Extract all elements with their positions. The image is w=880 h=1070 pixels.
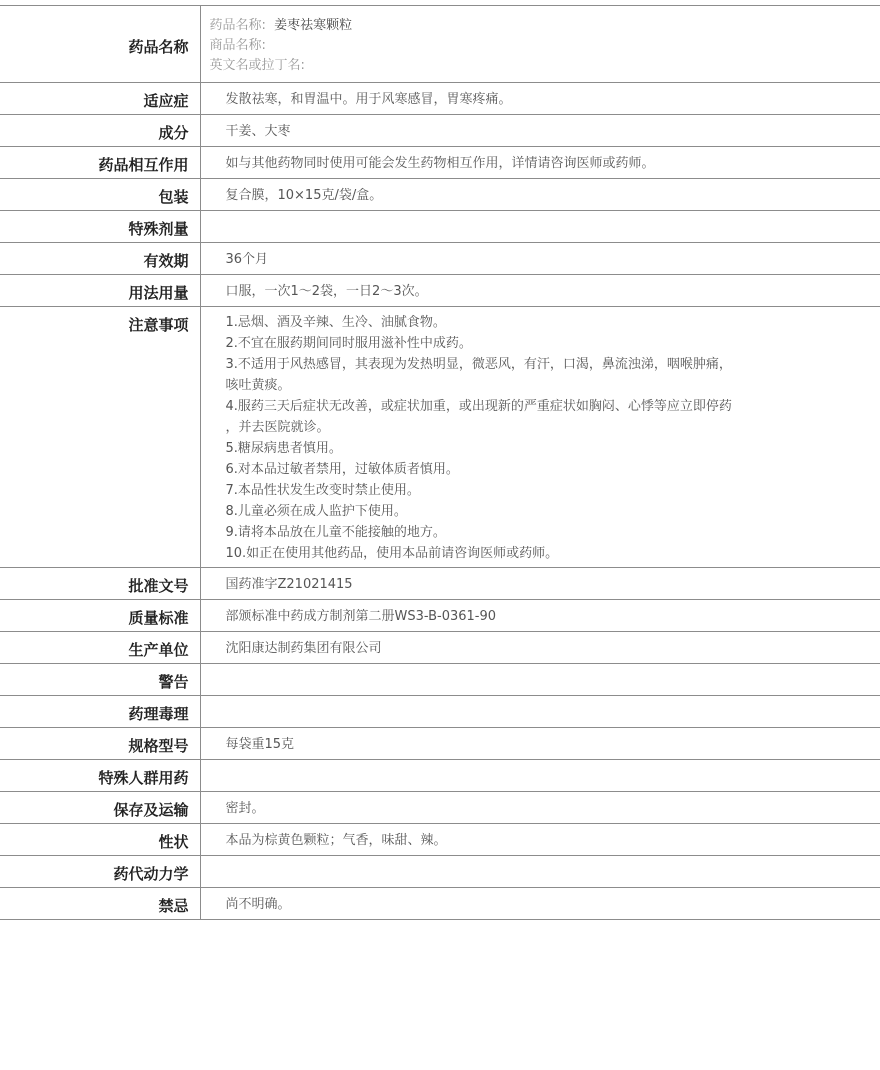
row-manufacturer <box>0 632 880 664</box>
row-storage <box>0 792 880 824</box>
value-approval-number: 国药准字Z21021415 <box>200 568 880 600</box>
value-drug-name <box>200 6 880 83</box>
value-description: 本品为棕黄色颗粒；气香，味甜、辣。 <box>200 824 880 856</box>
value-packaging: 复合膜，10×15克/袋/盒。 <box>200 179 880 211</box>
label-storage: 保存及运输 <box>0 792 200 824</box>
english-name-key: 英文名或拉丁名: <box>209 58 305 73</box>
precaution-line: 4.服药三天后症状无改善，或症状加重，或出现新的严重症状如胸闷、心悸等应立即停药 <box>225 399 732 414</box>
label-specification: 规格型号 <box>0 728 200 760</box>
generic-name-line <box>210 16 871 36</box>
row-dosage <box>0 275 880 307</box>
label-shelf-life: 有效期 <box>0 243 200 275</box>
value-manufacturer: 沈阳康达制药集团有限公司 <box>200 632 880 664</box>
value-shelf-life: 36个月 <box>200 243 880 275</box>
row-special-dosage <box>0 211 880 243</box>
english-name-line <box>210 56 871 76</box>
value-special-dosage <box>200 211 880 243</box>
label-dosage: 用法用量 <box>0 275 200 307</box>
value-storage: 密封。 <box>200 792 880 824</box>
row-warning <box>0 664 880 696</box>
label-drug-name: 药品名称 <box>0 6 200 83</box>
label-pharmacokinetics: 药代动力学 <box>0 856 200 888</box>
row-drug-name <box>0 6 880 83</box>
precaution-line: 10.如正在使用其他药品，使用本品前请咨询医师或药师。 <box>225 546 559 561</box>
label-interactions: 药品相互作用 <box>0 147 200 179</box>
precaution-line: 2.不宜在服药期间同时服用滋补性中成药。 <box>225 336 472 351</box>
label-indications: 适应症 <box>0 83 200 115</box>
generic-name-key: 药品名称: <box>209 18 266 33</box>
label-quality-standard: 质量标准 <box>0 600 200 632</box>
row-precautions <box>0 307 880 568</box>
precaution-line: 9.请将本品放在儿童不能接触的地方。 <box>225 525 446 540</box>
value-pharmacokinetics <box>200 856 880 888</box>
value-special-populations <box>200 760 880 792</box>
row-ingredients <box>0 115 880 147</box>
precaution-line: 8.儿童必须在成人监护下使用。 <box>225 504 407 519</box>
row-contraindications <box>0 888 880 920</box>
label-pharmacology: 药理毒理 <box>0 696 200 728</box>
value-pharmacology <box>200 696 880 728</box>
label-precautions: 注意事项 <box>0 307 200 568</box>
precaution-line: 1.忌烟、酒及辛辣、生冷、油腻食物。 <box>225 315 446 330</box>
value-interactions: 如与其他药物同时使用可能会发生药物相互作用，详情请咨询医师或药师。 <box>200 147 880 179</box>
value-dosage: 口服，一次1～2袋，一日2～3次。 <box>200 275 880 307</box>
value-indications: 发散祛寒，和胃温中。用于风寒感冒，胃寒疼痛。 <box>200 83 880 115</box>
row-quality-standard <box>0 600 880 632</box>
trade-name-line <box>210 36 871 56</box>
label-approval-number: 批准文号 <box>0 568 200 600</box>
precaution-line: ，并去医院就诊。 <box>225 420 330 435</box>
value-quality-standard: 部颁标准中药成方制剂第二册WS3-B-0361-90 <box>200 600 880 632</box>
label-contraindications: 禁忌 <box>0 888 200 920</box>
row-shelf-life <box>0 243 880 275</box>
value-warning <box>200 664 880 696</box>
precaution-line: 5.糖尿病患者慎用。 <box>225 441 342 456</box>
label-manufacturer: 生产单位 <box>0 632 200 664</box>
label-special-populations: 特殊人群用药 <box>0 760 200 792</box>
label-packaging: 包装 <box>0 179 200 211</box>
label-warning: 警告 <box>0 664 200 696</box>
trade-name-key: 商品名称: <box>209 38 266 53</box>
row-pharmacokinetics <box>0 856 880 888</box>
generic-name-value: 姜枣祛寒颗粒 <box>274 18 353 33</box>
row-special-populations <box>0 760 880 792</box>
value-contraindications: 尚不明确。 <box>200 888 880 920</box>
precaution-line: 咳吐黄痰。 <box>225 378 291 393</box>
label-description: 性状 <box>0 824 200 856</box>
value-ingredients: 干姜、大枣 <box>200 115 880 147</box>
row-indications <box>0 83 880 115</box>
precaution-line: 6.对本品过敏者禁用，过敏体质者慎用。 <box>225 462 459 477</box>
row-description <box>0 824 880 856</box>
value-specification: 每袋重15克 <box>200 728 880 760</box>
label-ingredients: 成分 <box>0 115 200 147</box>
value-precautions <box>200 307 880 568</box>
precaution-line: 3.不适用于风热感冒，其表现为发热明显，微恶风，有汗，口渴，鼻流浊涕，咽喉肿痛， <box>225 357 732 372</box>
row-interactions <box>0 147 880 179</box>
row-approval-number <box>0 568 880 600</box>
row-specification <box>0 728 880 760</box>
row-pharmacology <box>0 696 880 728</box>
label-special-dosage: 特殊剂量 <box>0 211 200 243</box>
precaution-line: 7.本品性状发生改变时禁止使用。 <box>225 483 420 498</box>
drug-spec-table <box>0 5 880 920</box>
row-packaging <box>0 179 880 211</box>
